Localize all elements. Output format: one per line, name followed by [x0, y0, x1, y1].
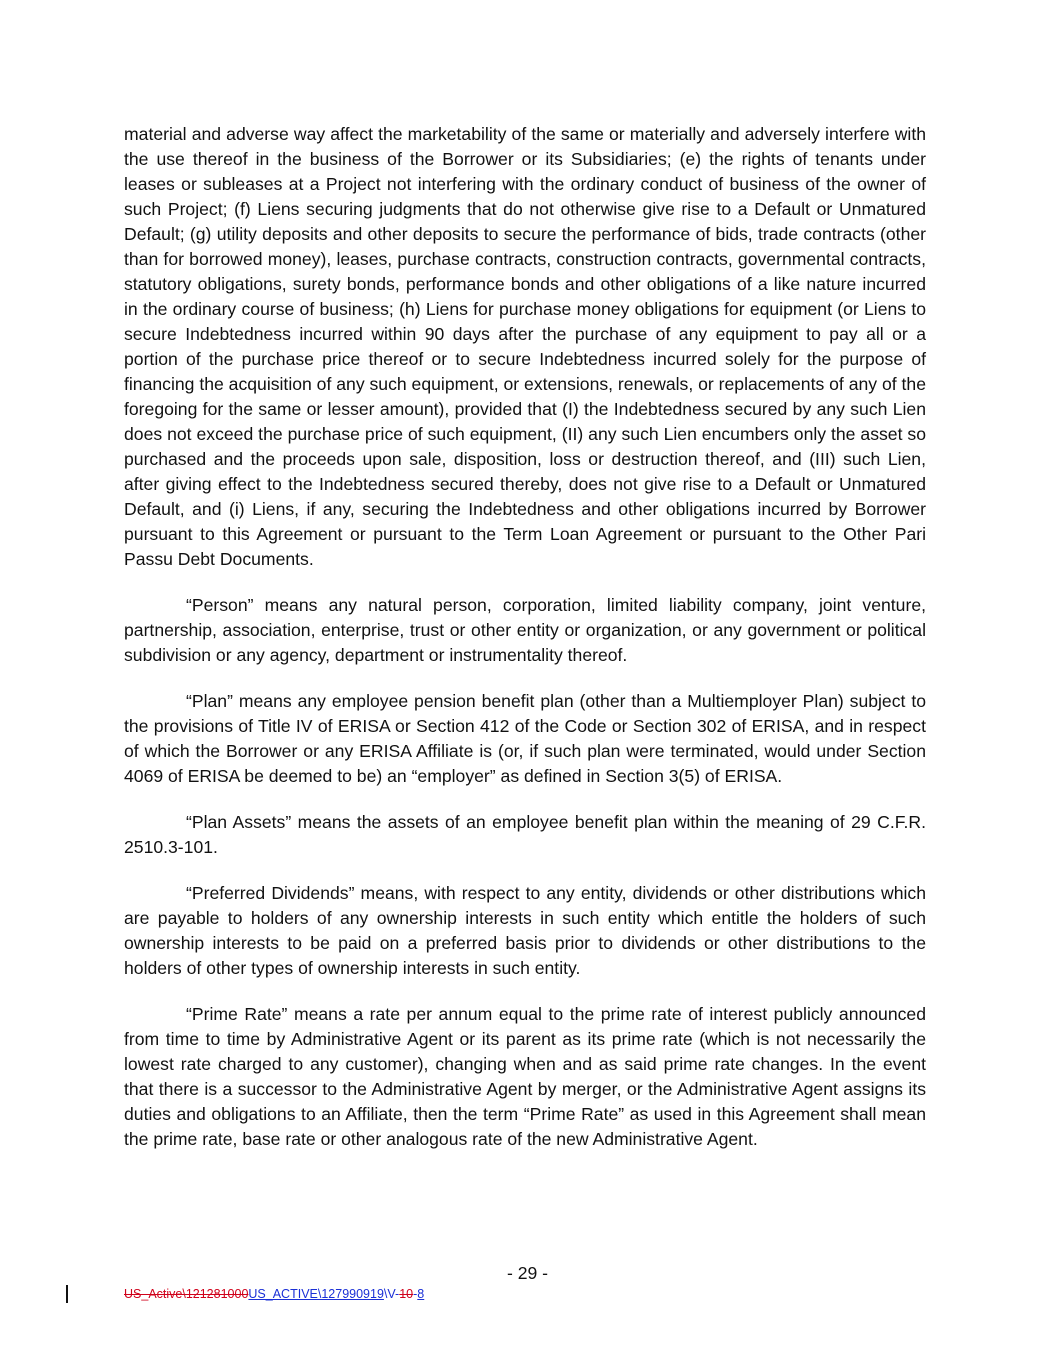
- paragraph-plan-assets-definition: “Plan Assets” means the assets of an employee benefit plan within the meaning of 29 C.F.R. 2510.3-101.: [124, 812, 926, 857]
- footer-deleted-version: 10: [399, 1287, 414, 1301]
- document-body: [124, 122, 926, 1173]
- footer-deleted-id: US_Active\121281000: [124, 1287, 249, 1301]
- paragraph-prime-rate-definition: “Prime Rate” means a rate per annum equal to the prime rate of interest publicly announced from time to time by Administrative Agent or its parent as its prime rate (which is not necessarily the lowest rate charged to any customer), changing when and as said prime rate changes. In the event that there is a successor to the Administrative Agent by merger, or the Administrative Agent assigns its duties and obligations to an Affiliate, then the term “Prime Rate” as used in this Agreement shall mean the prime rate, base rate or other analogous rate of the new Administrative Agent.: [124, 1004, 926, 1149]
- change-bar: [66, 1285, 68, 1303]
- footer-inserted-id: US_ACTIVE\127990919: [248, 1287, 384, 1301]
- paragraph-plan-definition: “Plan” means any employee pension benefit plan (other than a Multiemployer Plan) subject to the provisions of Title IV of ERISA or Section 412 of the Code or Section 302 of ERISA, and in respect of which the Borrower or any ERISA Affiliate is (or, if such plan were terminated, would under Section 4069 of ERISA be deemed to be) an “employer” as defined in Section 3(5) of ERISA.: [124, 691, 926, 786]
- paragraph-liens-continued: material and adverse way affect the marketability of the same or materially and adversely interfere with the use thereof in the business of the Borrower or its Subsidiaries; (e) the rights of tenants under leases or subleases at a Project not interfering with the ordinary conduct of business of the owner of such Project; (f) Liens securing judgments that do not otherwise give rise to a Default or Unmatured Default; (g) utility deposits and other deposits to secure the performance of bids, trade contracts (other than for borrowed money), leases, purchase contracts, construction contracts, governmental contracts, statutory obligations, surety bonds, performance bonds and other obligations of a like nature incurred in the ordinary course of business; (h) Liens for purchase money obligations for equipment (or Liens to secure Indebtedness incurred within 90 days after the purchase of any equipment to pay all or a portion of the purchase price thereof or to secure Indebtedness incurred solely for the purpose of financing the acquisition of any such equipment, or extensions, renewals, or replacements of any of the foregoing for the same or lesser amount), provided that (I) the Indebtedness secured by any such Lien does not exceed the purchase price of such equipment, (II) any such Lien encumbers only the asset so purchased and the proceeds upon sale, disposition, loss or destruction thereof, and (III) such Lien, after giving effect to the Indebtedness secured thereby, does not give rise to a Default or Unmatured Default, and (i) Liens, if any, securing the Indebtedness and other obligations incurred by Borrower pursuant to this Agreement or pursuant to the Term Loan Agreement or pursuant to the Other Pari Passu Debt Documents.: [124, 124, 926, 569]
- footer-version-prefix: \V-: [383, 1287, 400, 1301]
- paragraph-preferred-dividends-definition: “Preferred Dividends” means, with respect to any entity, dividends or other distributions which are payable to holders of any ownership interests in such entity which entitle the holders of such ownership interests to be paid on a preferred basis prior to dividends or other distributions to the holders of other types of ownership interests in such entity.: [124, 883, 926, 978]
- footer-inserted-version: 8: [417, 1287, 425, 1301]
- paragraph-person-definition: “Person” means any natural person, corporation, limited liability company, joint venture, partnership, association, enterprise, trust or other entity or organization, or any government or political subdivision or any agency, department or instrumentality thereof.: [124, 595, 926, 665]
- footer-version-separator: -: [413, 1287, 418, 1301]
- page-number: - 29 -: [506, 1263, 549, 1283]
- footer-document-id: [124, 1286, 424, 1302]
